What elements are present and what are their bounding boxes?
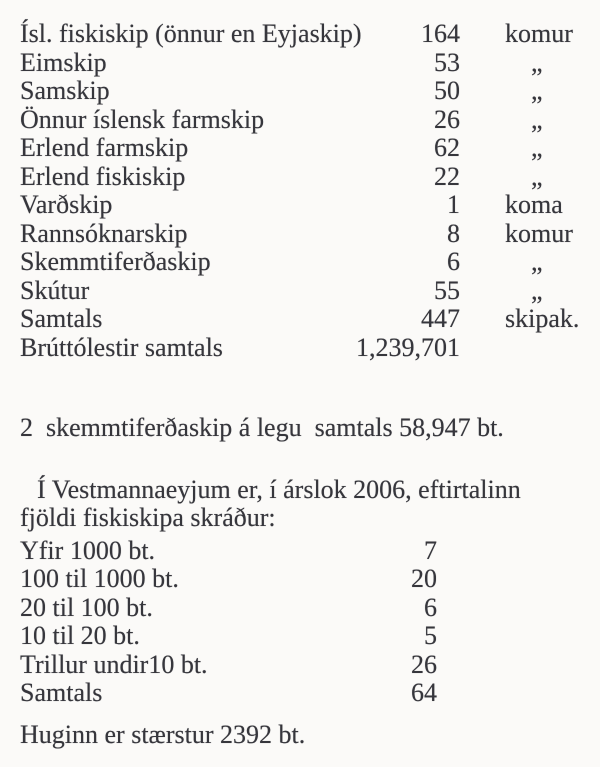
row-unit-ditto: „	[531, 161, 543, 191]
row-value: 26	[434, 104, 460, 134]
row-value: 1	[447, 190, 460, 219]
table-row	[20, 77, 580, 106]
fleet-table	[20, 537, 580, 708]
row-value: 5	[424, 621, 437, 650]
row-unit-ditto: „	[531, 247, 543, 276]
paragraph-line: Í Vestmannaeyjum er, í árslok 2006, eftirtalinn	[37, 474, 521, 504]
row-value: 22	[434, 161, 460, 191]
table-row	[20, 305, 580, 334]
row-label: Ísl. fiskiskip (önnur en Eyjaskip)	[20, 19, 362, 48]
row-unit-ditto: „	[531, 76, 543, 105]
row-label: Skútur	[20, 275, 90, 305]
row-value: 64	[411, 678, 437, 707]
row-value: 6	[447, 247, 460, 276]
table-row	[20, 277, 580, 306]
page-content	[20, 20, 580, 749]
paragraph	[20, 476, 580, 533]
table-row	[20, 679, 580, 708]
row-value: 26	[411, 649, 437, 679]
row-value: 50	[434, 76, 460, 105]
row-label: Samskip	[20, 76, 110, 105]
row-value: 164	[421, 19, 460, 48]
row-label: Brúttólestir samtals	[20, 332, 223, 362]
row-label: Yfir 1000 bt.	[20, 535, 156, 565]
table-row	[20, 334, 580, 363]
row-value: 447	[421, 304, 460, 333]
row-label: Skemmtiferðaskip	[20, 247, 211, 276]
row-label: Eimskip	[20, 47, 107, 77]
row-label: Önnur íslensk farmskip	[20, 104, 265, 134]
row-value: 1,239,701	[356, 332, 460, 362]
row-unit: komur	[505, 218, 573, 248]
row-unit-ditto: „	[531, 133, 543, 162]
row-unit-ditto: „	[531, 47, 543, 77]
row-unit: skipak.	[505, 304, 580, 333]
note-line: 2 skemmtiferðaskip á legu samtals 58,947 bt.	[20, 413, 504, 442]
row-unit-ditto: „	[531, 275, 543, 305]
row-label: Rannsóknarskip	[20, 218, 188, 248]
row-label: 10 til 20 bt.	[20, 621, 140, 650]
row-unit: koma	[505, 190, 563, 219]
footer-line: Huginn er stærstur 2392 bt.	[20, 719, 306, 749]
arrivals-table	[20, 20, 580, 362]
row-unit: komur	[505, 19, 573, 48]
row-label: Samtals	[20, 678, 103, 707]
row-label: 20 til 100 bt.	[20, 592, 153, 622]
row-label: Erlend fiskiskip	[20, 161, 186, 191]
table-row	[20, 537, 580, 566]
row-value: 55	[434, 275, 460, 305]
row-value: 6	[424, 592, 437, 622]
table-row	[20, 565, 580, 594]
table-row	[20, 220, 580, 249]
table-row	[20, 163, 580, 192]
row-label: 100 til 1000 bt.	[20, 564, 179, 593]
row-label: Samtals	[20, 304, 103, 333]
row-value: 20	[411, 564, 437, 593]
paragraph-line: fjöldi fiskiskipa skráður:	[20, 503, 276, 532]
table-row	[20, 134, 580, 163]
row-label: Erlend farmskip	[20, 133, 189, 162]
table-row	[20, 622, 580, 651]
table-row	[20, 594, 580, 623]
row-label: Trillur undir10 bt.	[20, 649, 208, 679]
table-row	[20, 106, 580, 135]
row-value: 8	[447, 218, 460, 248]
table-row	[20, 49, 580, 78]
row-value: 7	[424, 535, 437, 565]
table-row	[20, 248, 580, 277]
row-label: Varðskip	[20, 190, 113, 219]
row-value: 53	[434, 47, 460, 77]
row-value: 62	[434, 133, 460, 162]
table-row	[20, 651, 580, 680]
table-row	[20, 191, 580, 220]
table-row	[20, 20, 580, 49]
row-unit-ditto: „	[531, 104, 543, 134]
